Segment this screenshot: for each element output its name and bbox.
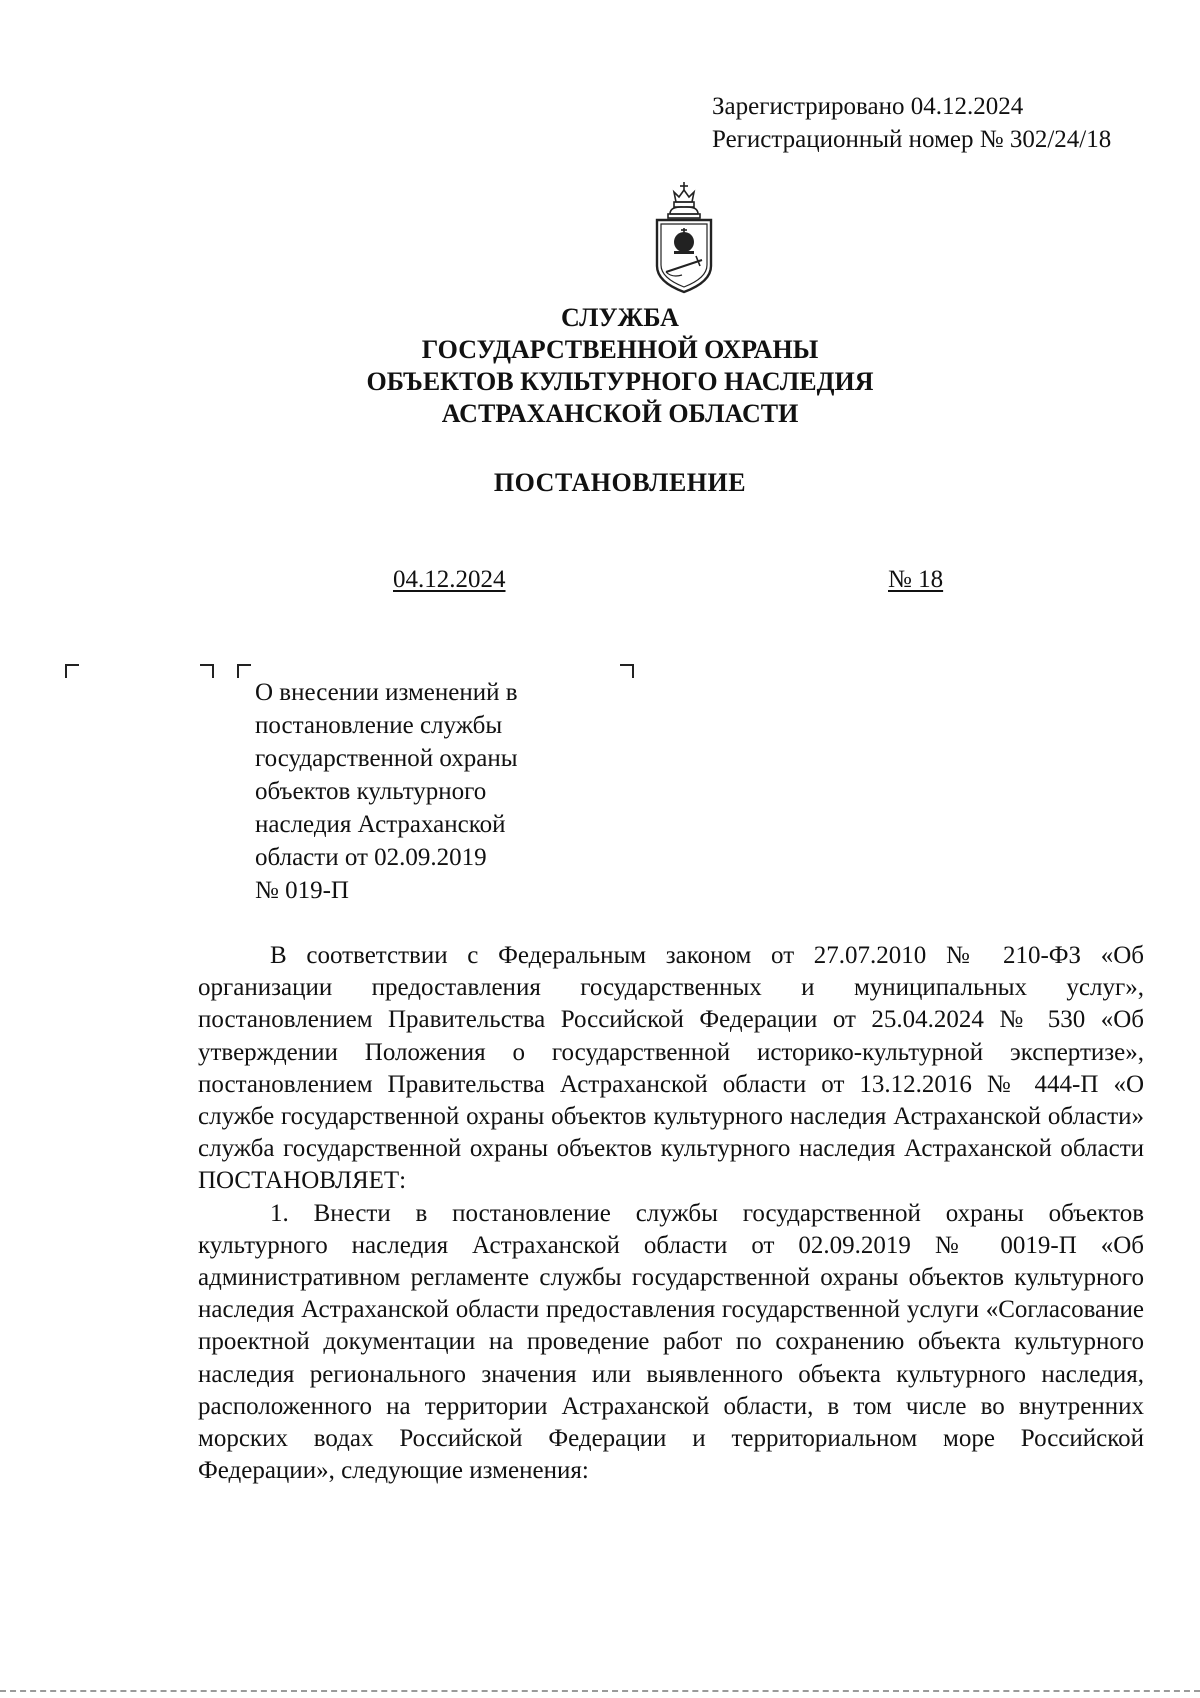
- body-paragraph-preamble: В соответствии с Федеральным законом от 27.07.2010 № 210-ФЗ «Об организации предоставления государственных и муниципальных услуг», постановлением Правительства Российской Федерации от 25.04.2024 № 530 «Об утверждении Положения о государственной историко-культурной экспертизе», постановлением Правительства Астраханской области от 13.12.2016 № 444-П «О службе государственной охраны объектов культурного наследия Астраханской области» служба государственной охраны объектов культурного наследия Астраханской области ПОСТАНОВЛЯЕТ:: [198, 942, 1144, 1195]
- subject-bracket-corner: [237, 664, 251, 678]
- subject-bracket-corner: [620, 664, 634, 678]
- organization-line-3: ОБЪЕКТОВ КУЛЬТУРНОГО НАСЛЕДИЯ: [366, 367, 874, 396]
- subject-line: № 019-П: [255, 877, 349, 904]
- subject-bracket-corner: [200, 664, 214, 678]
- organization-line-2: ГОСУДАРСТВЕННОЙ ОХРАНЫ: [421, 335, 819, 364]
- registration-number: Регистрационный номер № 302/24/18: [712, 126, 1112, 153]
- subject-line: области от 02.09.2019: [255, 844, 487, 871]
- page-edge-line: [0, 1690, 1200, 1692]
- registration-stamp: [712, 90, 1111, 156]
- registration-date: Зарегистрировано 04.12.2024: [712, 93, 1024, 120]
- astrakhan-coat-of-arms-icon: [652, 180, 716, 302]
- document-body: [198, 940, 1144, 1487]
- document-type-heading: ПОСТАНОВЛЕНИЕ: [493, 468, 747, 497]
- subject-bracket-corner: [65, 664, 79, 678]
- subject-line: О внесении изменений в: [255, 679, 518, 706]
- body-paragraph-item-1: 1. Внести в постановление службы государственной охраны объектов культурного наследия Астраханской области от 02.09.2019 № 0019-П «Об административном регламенте службы государственной охраны объектов культурного наследия Астраханской области предоставления государственной услуги «Согласование проектной документации на проведение работ по сохранению объекта культурного наследия регионального значения или выявленного объекта культурного наследия, расположенного на территории Астраханской области, в том числе во внутренних морских водах Российской Федерации и территориальном море Российской Федерации», следующие изменения:: [198, 1199, 1144, 1485]
- document-date: 04.12.2024: [393, 566, 506, 593]
- organization-name: [300, 302, 940, 430]
- document-subject: [255, 676, 575, 907]
- subject-line: постановление службы: [255, 712, 503, 739]
- document-number: № 18: [888, 566, 944, 593]
- subject-line: государственной охраны: [255, 745, 518, 772]
- organization-line-4: АСТРАХАНСКОЙ ОБЛАСТИ: [441, 399, 799, 428]
- subject-line: наследия Астраханской: [255, 811, 506, 838]
- subject-line: объектов культурного: [255, 778, 487, 805]
- organization-line-1: СЛУЖБА: [561, 303, 679, 332]
